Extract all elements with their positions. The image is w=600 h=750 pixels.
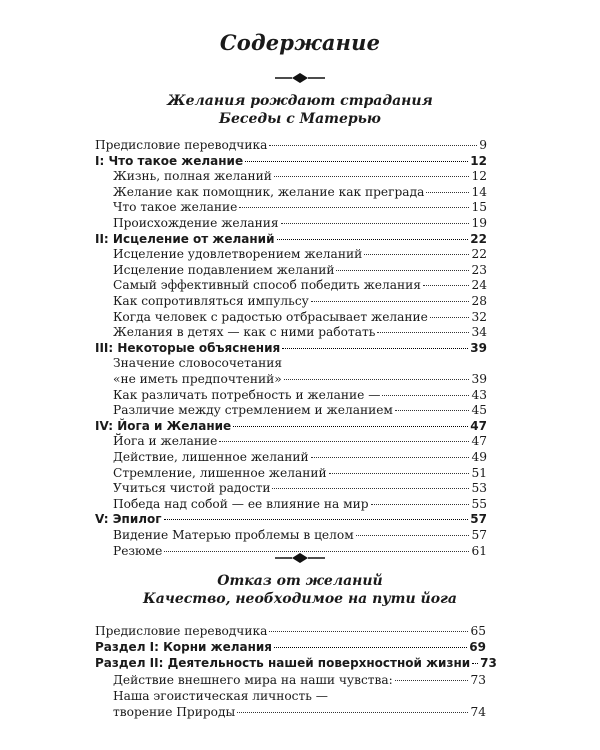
toc-entry-title: V: Эпилог (95, 512, 162, 527)
toc-entry-title: IV: Йога и Желание (95, 418, 232, 433)
toc-entry-title: Как сопротивляться импульсу (113, 294, 309, 308)
toc-entry-title: Действие, лишенное желаний (113, 450, 309, 464)
toc-entry-title: Различие между стремлением и желанием (113, 403, 393, 418)
toc-page-number: 34 (471, 325, 487, 340)
toc-entry-title: Видение Матерью проблемы в целом (113, 528, 354, 542)
toc-entry-row (113, 480, 487, 496)
toc-page-number: 45 (471, 403, 487, 418)
toc-page-number: 28 (471, 294, 487, 308)
toc-section-row (95, 340, 487, 356)
toc-page-number: 39 (470, 340, 487, 355)
toc-entry-title: Действие внешнего мира на наши чувства: (113, 672, 393, 687)
dot-leader (395, 680, 469, 681)
toc-entry-row (113, 262, 487, 278)
book1-heading-2: Беседы с Матерью (219, 111, 381, 127)
toc-entry-title: «не иметь предпочтений» (113, 372, 282, 386)
toc-entry-row (113, 309, 487, 325)
toc-entry-row (113, 688, 486, 704)
toc-entry-row (113, 215, 487, 231)
toc-entry-row (113, 704, 486, 720)
dot-leader (237, 712, 468, 713)
toc-entry-title: Предисловие переводчика (95, 624, 268, 638)
toc-entry-row (113, 277, 487, 293)
dot-leader (356, 535, 470, 536)
dot-leader (371, 504, 470, 505)
toc-page-number: 12 (470, 153, 487, 168)
dot-leader (269, 631, 468, 632)
toc-page-number: 15 (471, 200, 487, 215)
toc-page-number: 65 (470, 624, 486, 638)
dot-leader (377, 332, 469, 333)
toc-entry-title: Учиться чистой радости (113, 481, 271, 496)
toc-entry-row (113, 371, 487, 387)
toc-entry-title: I: Что такое желание (95, 153, 244, 168)
toc-entry-title: Жизнь, полная желаний (113, 169, 272, 184)
toc-entry-row (113, 324, 487, 340)
toc-section-row (95, 231, 487, 247)
toc-entry-row (113, 496, 487, 512)
dot-leader (233, 426, 468, 427)
toc-page-number: 61 (471, 543, 487, 558)
dot-leader (274, 176, 470, 177)
dot-leader (430, 317, 470, 318)
toc-entry-title: Когда человек с радостью отбрасывает желание (113, 309, 428, 324)
toc-entry-row (113, 527, 487, 543)
toc-page-number: 57 (470, 512, 487, 527)
toc-page-number: 57 (471, 528, 487, 542)
toc-entry-title: Раздел I: Корни желания (95, 640, 272, 655)
toc-entry-row (113, 402, 487, 418)
toc-section-row (95, 511, 487, 527)
dot-leader (272, 488, 469, 489)
dot-leader (329, 473, 470, 474)
ornament-divider-icon (0, 72, 600, 84)
dot-leader (277, 239, 469, 240)
toc-page-number: 12 (471, 169, 487, 184)
toc-entry-row (113, 387, 487, 403)
toc-entry-title: Наша эгоистическая личность — (113, 688, 328, 703)
dot-leader (426, 192, 469, 193)
toc-entry-title: Предисловие переводчика (95, 138, 268, 152)
toc-page-number: 22 (471, 247, 487, 262)
toc-entry-title: II: Исцеление от желаний (95, 231, 275, 246)
dot-leader (472, 663, 478, 664)
toc-page-number: 51 (471, 465, 487, 480)
toc-page-number: 14 (471, 184, 487, 199)
toc-page-number: 49 (471, 450, 487, 464)
dot-leader (282, 348, 468, 349)
toc-entry-row (113, 672, 486, 688)
toc-entry-title: Желания в детях — как с ними работать (113, 325, 376, 340)
toc-page-number: 23 (471, 262, 487, 277)
toc-entry-title: Резюме (113, 543, 163, 558)
toc-entry-row (113, 449, 487, 465)
toc-entry-title: III: Некоторые объяснения (95, 340, 281, 355)
dot-leader (336, 270, 469, 271)
toc-entry-row (95, 623, 486, 639)
dot-leader (274, 647, 467, 648)
dot-leader (219, 441, 469, 442)
toc-entry-title: Победа над собой — ее влияние на мир (113, 496, 369, 511)
toc-entry-row (113, 355, 487, 371)
dot-leader (164, 519, 469, 520)
toc-entry-row (113, 199, 487, 215)
dot-leader (395, 410, 470, 411)
dot-leader (311, 457, 470, 458)
toc-page-number: 55 (471, 496, 487, 511)
toc-page-number: 69 (469, 640, 486, 655)
dot-leader (364, 254, 469, 255)
toc-section-row (95, 639, 486, 655)
book2-heading-1: Отказ от желаний (217, 573, 383, 589)
toc-page-number: 39 (471, 372, 487, 386)
toc-page-number: 74 (470, 705, 486, 719)
toc-entry-row (113, 184, 487, 200)
toc-section-row (95, 655, 497, 671)
dot-leader (245, 161, 468, 162)
toc-entry-row (113, 433, 487, 449)
book1-heading-1: Желания рождают страдания (167, 93, 433, 109)
toc-page-number: 24 (471, 278, 487, 293)
dot-leader (269, 145, 477, 146)
toc-entry-title: творение Природы (113, 705, 236, 719)
toc-page-number: 43 (471, 387, 487, 402)
toc-page-number: 47 (470, 418, 487, 433)
toc-page-number: 32 (471, 309, 487, 324)
toc-page-number: 22 (470, 231, 487, 246)
toc-entry-row (113, 293, 487, 309)
toc-entry-title: Значение словосочетания (113, 356, 283, 371)
page-title: Содержание (219, 30, 381, 55)
toc-entry-title: Что такое желание (113, 200, 238, 215)
ornament-divider-icon (0, 552, 600, 564)
dot-leader (423, 285, 470, 286)
dot-leader (382, 395, 469, 396)
toc-page-number: 47 (471, 434, 487, 449)
toc-entry-title: Исцеление удовлетворением желаний (113, 247, 363, 262)
dot-leader (284, 379, 470, 380)
dot-leader (239, 207, 469, 208)
dot-leader (311, 301, 470, 302)
dot-leader (281, 223, 470, 224)
book2-heading-2: Качество, необходимое на пути йога (143, 591, 457, 607)
toc-entry-row (113, 246, 487, 262)
toc-entry-title: Как различать потребность и желание — (113, 387, 381, 402)
toc-page-number: 53 (471, 481, 487, 496)
toc-entry-title: Раздел II: Деятельность нашей поверхностной жизни (95, 656, 471, 671)
toc-entry-row (113, 465, 487, 481)
toc-entry-row (95, 137, 487, 153)
toc-entry-title: Стремление, лишенное желаний (113, 465, 327, 480)
toc-page-number: 9 (479, 138, 487, 152)
toc-page-number: 19 (471, 216, 487, 230)
toc-section-row (95, 153, 487, 169)
toc-entry-title: Исцеление подавлением желаний (113, 262, 335, 277)
toc-entry-title: Желание как помощник, желание как преграда (113, 184, 425, 199)
toc-entry-title: Происхождение желания (113, 216, 279, 230)
toc-entry-row (113, 168, 487, 184)
toc-section-row (95, 418, 487, 434)
toc-entry-title: Самый эффективный способ победить желания (113, 278, 421, 293)
toc-page-number: 73 (480, 656, 497, 671)
toc-page-number: 73 (470, 672, 486, 687)
toc-entry-title: Йога и желание (113, 434, 218, 449)
